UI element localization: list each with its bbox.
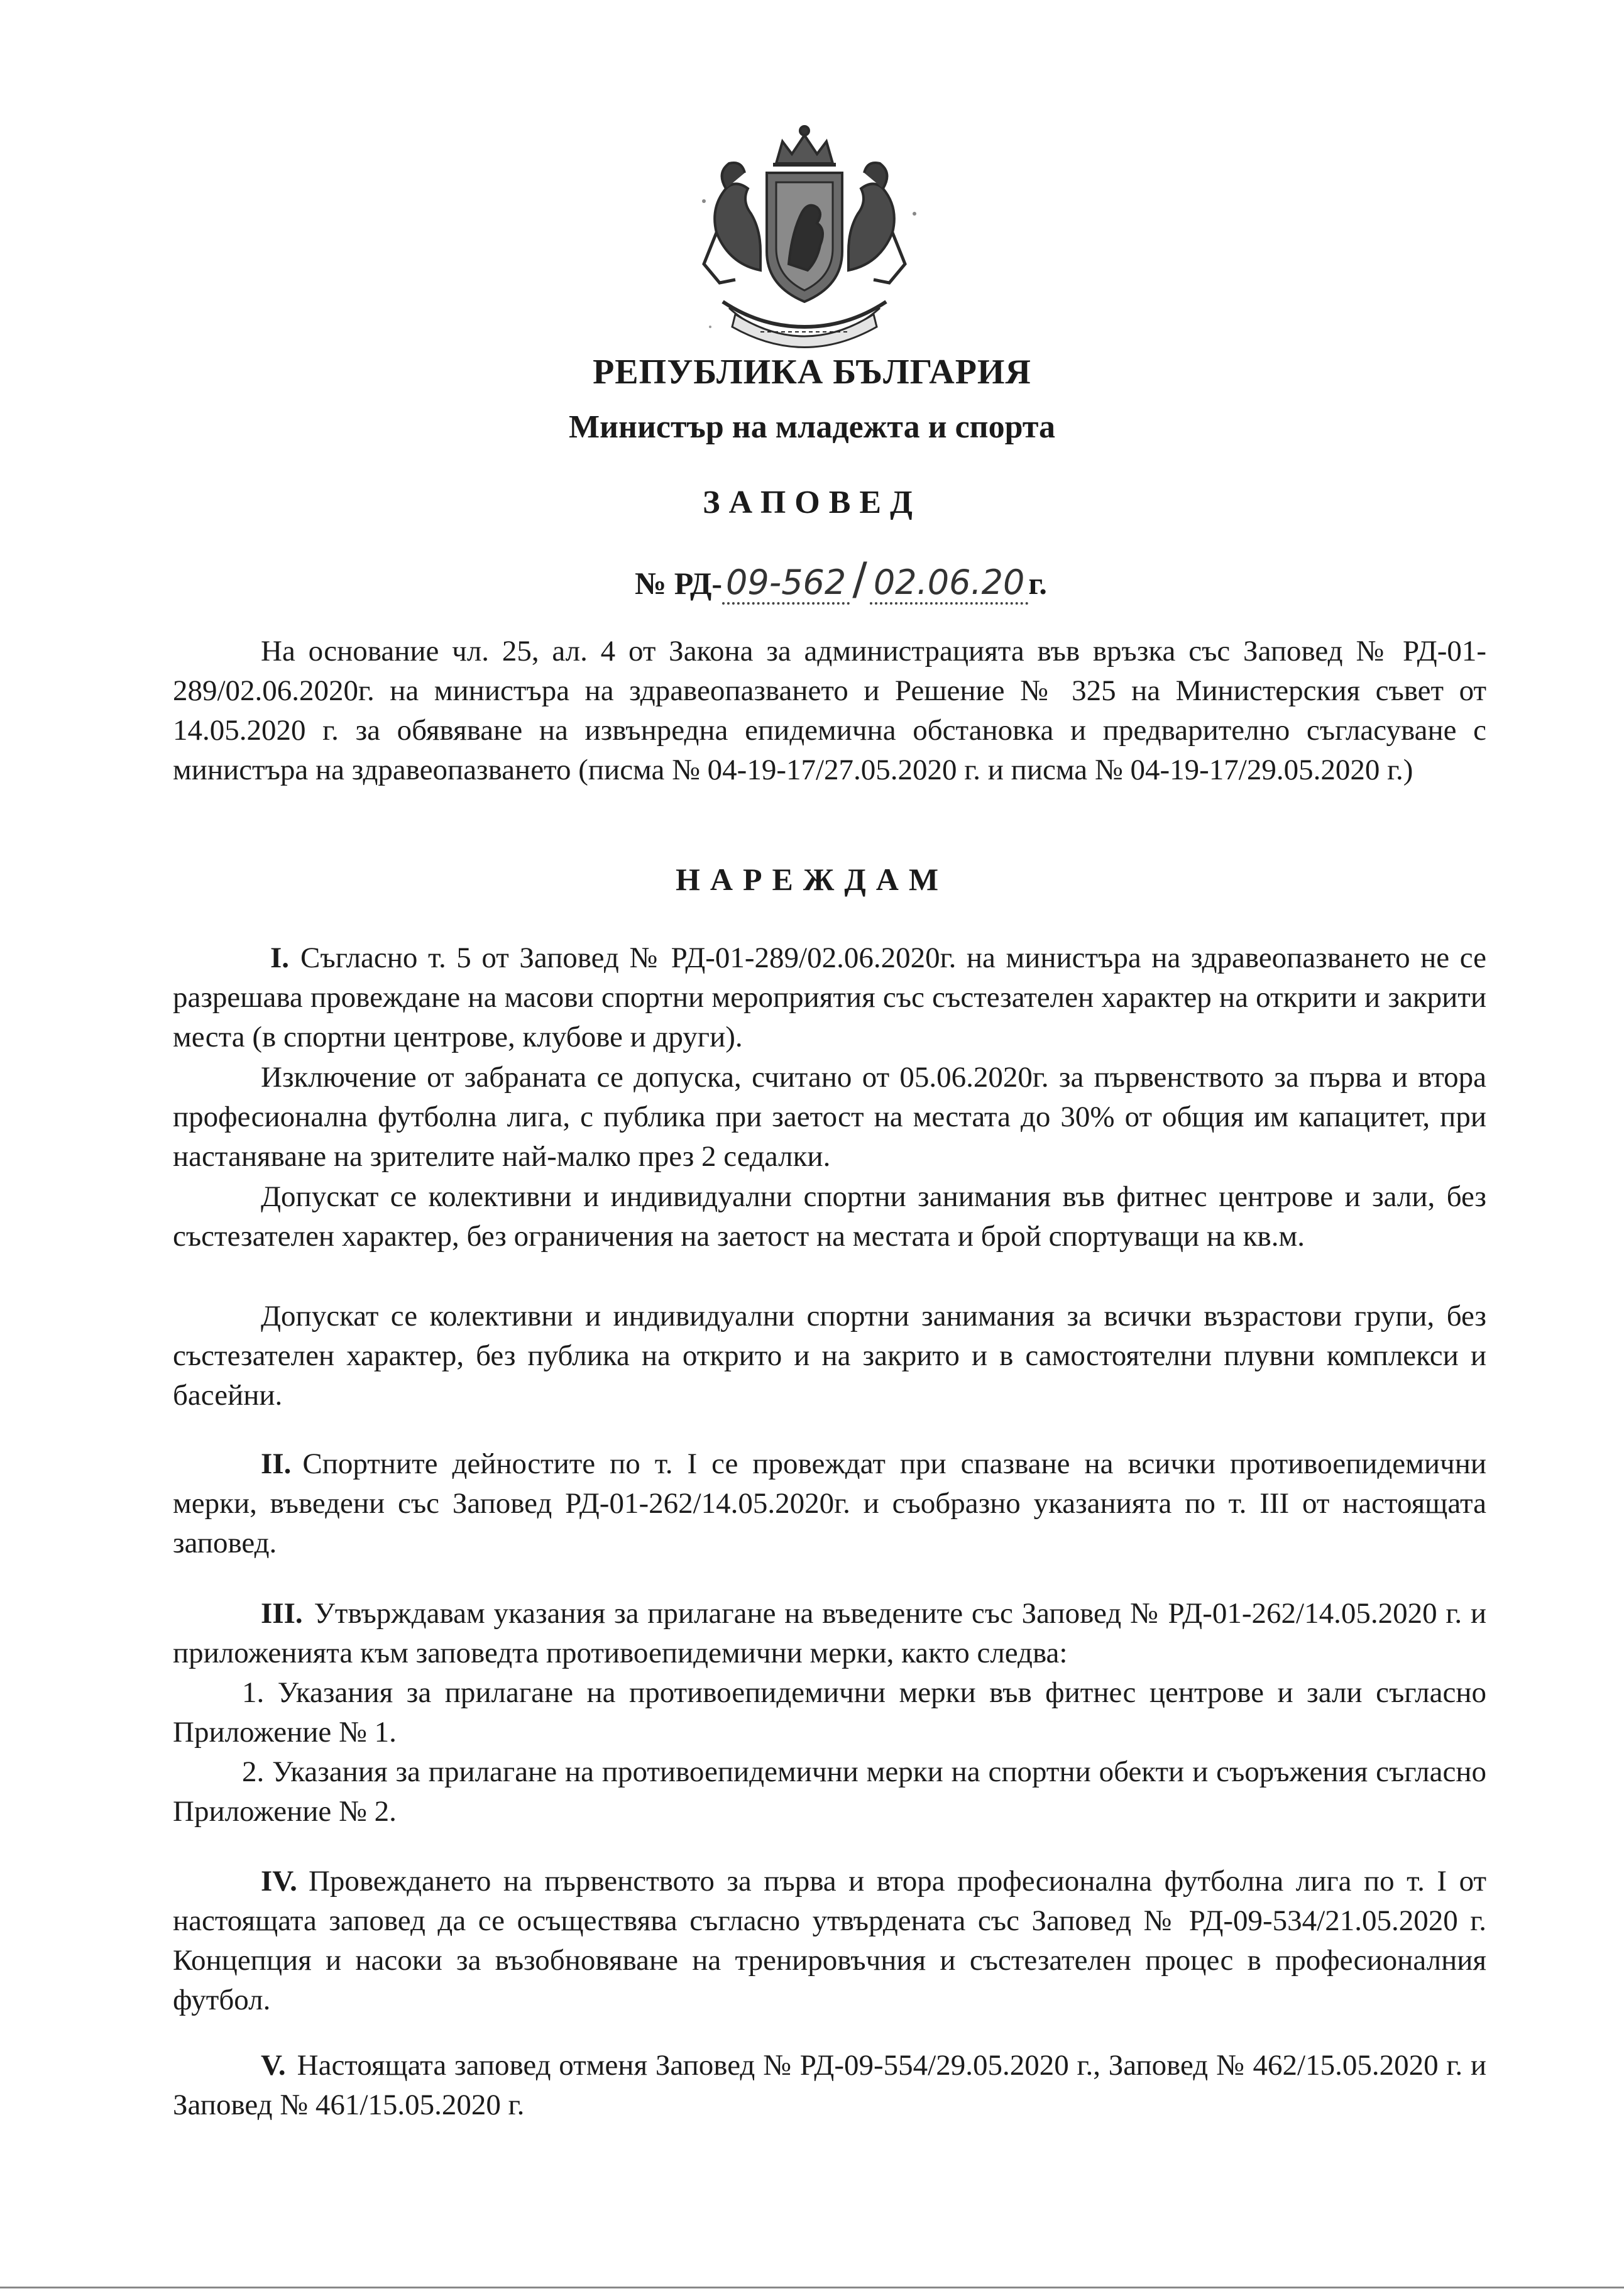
section-5-paragraph xyxy=(173,2046,1486,2125)
institution-heading: Министър на младежта и спорта xyxy=(568,409,1056,445)
section-1-numeral: I. xyxy=(270,942,290,974)
section-1-text-4: Допускат се колективни и индивидуални спортни занимания за всички възрастови групи, без състезателен характер, без публика на открито и на закрито и в самостоятелни плувни комплекси и басейни. xyxy=(173,1300,1486,1412)
country-heading: РЕПУБЛИКА БЪЛГАРИЯ xyxy=(593,353,1031,392)
section-4-numeral: IV. xyxy=(261,1865,297,1898)
section-3-paragraph xyxy=(173,1594,1486,1673)
section-4-paragraph xyxy=(173,1862,1486,2020)
section-3-item-2-text: 2. Указания за прилагане на противоепидемични мерки на спортни обекти и съоръжения съгласно Приложение № 2. xyxy=(173,1755,1486,1828)
order-number-line xyxy=(635,553,1047,605)
section-3-item-1 xyxy=(173,1673,1486,1752)
section-1-paragraph-4 xyxy=(173,1297,1486,1415)
preamble-text: На основание чл. 25, ал. 4 от Закона за администрацията във връзка със Заповед № РД-01-289/02.06.2020г. на министъра на здравеопазването и Решение № 325 на Министерския съвет от 14.05.2020 г. за обявяване на извънредна епидемична обстановка и предварително съгласуване с министъра на здравеопазването (писма № 04-19-17/27.05.2020 г. и писма № 04-19-17/29.05.2020 г.) xyxy=(173,635,1486,786)
ordering-heading: НАРЕЖДАМ xyxy=(675,862,949,897)
order-title: ЗАПОВЕД xyxy=(703,485,921,520)
section-5-numeral: V. xyxy=(261,2049,286,2082)
section-1-paragraph-1 xyxy=(173,938,1486,1057)
slash-separator: / xyxy=(852,553,867,605)
section-3-item-2 xyxy=(173,1752,1486,1832)
section-1-text-1: Съгласно т. 5 от Заповед № РД-01-289/02.06.2020г. на министъра на здравеопазването не се разрешава провеждане на масови спортни мероприятия със състезателен характер на открити и закрити места (в спортни центрове, клубове и други). xyxy=(173,942,1486,1053)
section-1-text-3: Допускат се колективни и индивидуални спортни занимания във фитнес центрове и зали, без състезателен характер, без ограничения на заетост на местата и брой спортуващи на кв.м. xyxy=(173,1180,1486,1253)
section-5-text: Настоящата заповед отменя Заповед № РД-09-554/29.05.2020 г., Заповед № 462/15.05.2020 г. и Заповед № 461/15.05.2020 г. xyxy=(173,2049,1486,2121)
handwritten-order-date: 02.06.20 xyxy=(870,563,1028,605)
section-3-text: Утвърждавам указания за прилагане на въведените със Заповед № РД-01-262/14.05.2020 г. и приложенията към заповедта противоепидемични мерки, както следва: xyxy=(173,1597,1486,1669)
scan-edge-line xyxy=(0,2287,1624,2288)
section-2-text: Спортните дейностите по т. I се провеждат при спазване на всички противоепидемични мерки, въведени със Заповед РД-01-262/14.05.2020г. и съобразно указанията по т. III от настоящата заповед. xyxy=(173,1447,1486,1559)
section-2-paragraph xyxy=(173,1444,1486,1563)
section-1-paragraph-2 xyxy=(173,1058,1486,1177)
section-1-paragraph-3 xyxy=(173,1177,1486,1256)
section-2-numeral: II. xyxy=(261,1447,292,1480)
coat-of-arms-emblem xyxy=(666,119,943,365)
order-number-suffix: г. xyxy=(1028,566,1047,601)
order-number-prefix: № РД- xyxy=(635,566,722,601)
handwritten-order-number: 09-562 xyxy=(722,563,850,605)
section-4-text: Провеждането на първенството за първа и втора професионална футболна лига по т. I от настоящата заповед да се осъществява съгласно утвърдената със Заповед № РД-09-534/21.05.2020 г. Концепция и насоки за възобновяване на тренировъчния и състезателен процес в професионалния футбол. xyxy=(173,1865,1486,2016)
section-1-text-2: Изключение от забраната се допуска, считано от 05.06.2020г. за първенството за първа и втора професионална футболна лига, с публика при заетост на местата до 30% от общия им капацитет, при настаняване на зрителите най-малко през 2 седалки. xyxy=(173,1061,1486,1173)
section-3-numeral: III. xyxy=(261,1597,303,1630)
preamble-paragraph xyxy=(173,632,1486,790)
section-3-item-1-text: 1. Указания за прилагане на противоепидемични мерки във фитнес центрове и зали съгласно Приложение № 1. xyxy=(173,1676,1486,1749)
